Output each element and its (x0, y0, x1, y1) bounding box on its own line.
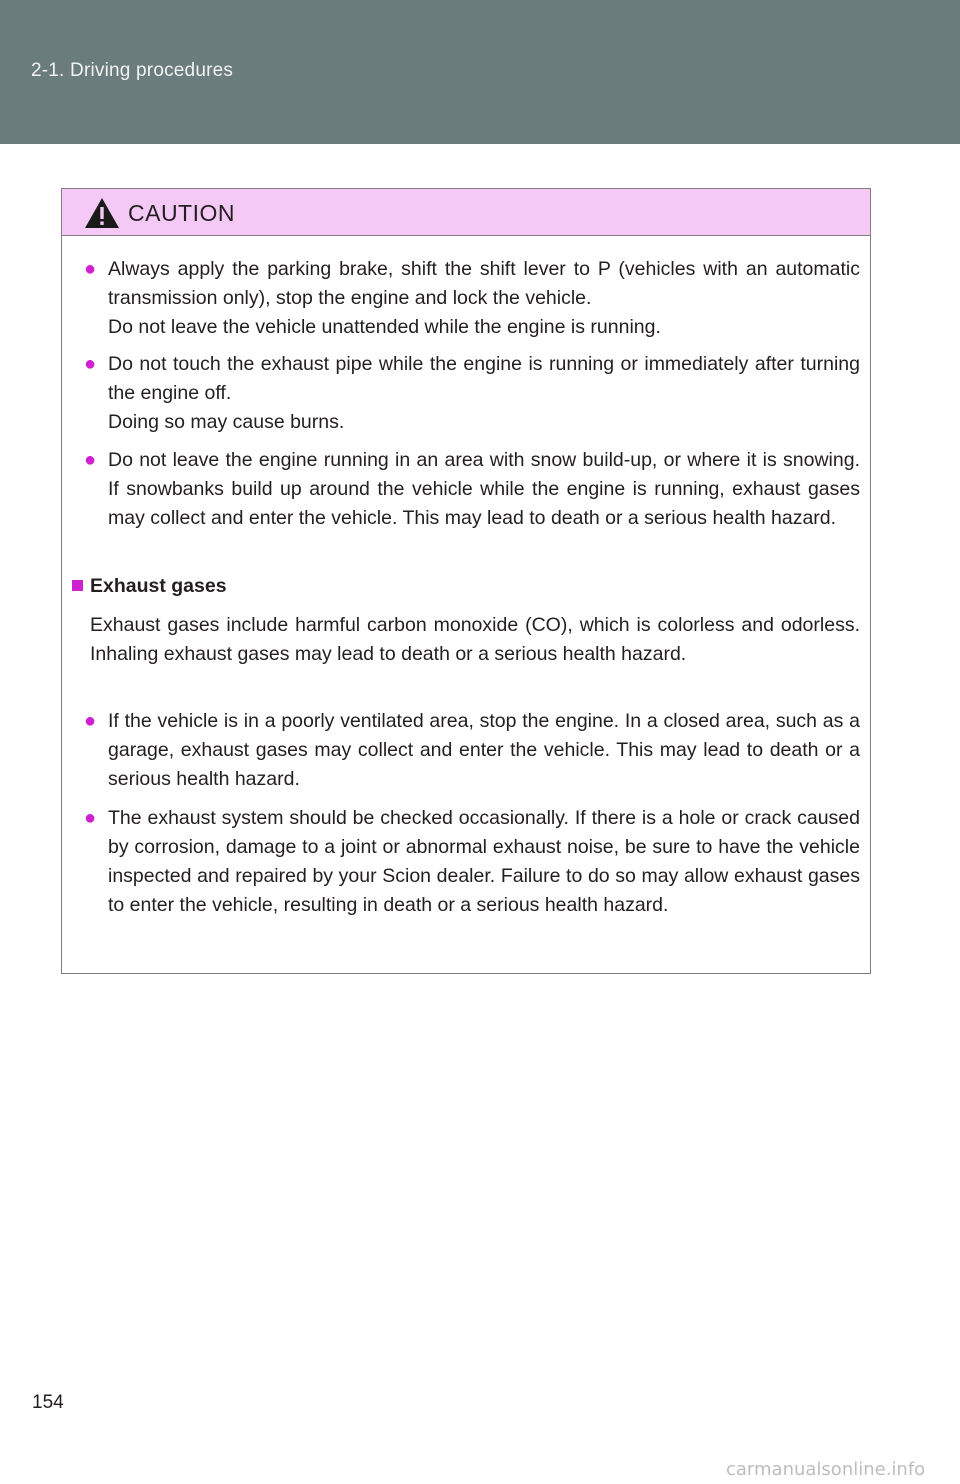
watermark: carmanualsonline.info (726, 1459, 926, 1480)
caution-title: CAUTION (128, 200, 235, 226)
bullet-item (84, 707, 860, 794)
bullet-item (84, 350, 860, 437)
bullet-text: If the vehicle is in a poorly ventilated area, stop the engine. In a closed area, such as a garage, exhaust gases may collect and enter the vehicle. This may lead to death or a serious health hazard. (108, 710, 860, 790)
bullet-item (84, 255, 860, 342)
bullet-dot-icon: ● (84, 807, 97, 829)
bullet-item (84, 446, 860, 533)
exhaust-heading (72, 572, 227, 601)
bullet-text: Do not touch the exhaust pipe while the engine is running or immediately after turning the engine off. (108, 353, 860, 404)
square-bullet-icon (72, 580, 83, 591)
warning-icon (84, 197, 120, 229)
bullet-item (84, 804, 860, 920)
bullet-text: Always apply the parking brake, shift the shift lever to P (vehicles with an automatic transmission only), stop the engine and lock the vehicle. (108, 258, 860, 309)
bullet-dot-icon: ● (84, 449, 97, 471)
bullet-text: Do not leave the engine running in an area with snow build-up, or where it is snowing. If snowbanks build up around the vehicle while the engine is running, exhaust gases may collect and enter the vehicle. This may lead to death or a serious health hazard. (108, 449, 860, 529)
bullet-text: Doing so may cause burns. (108, 411, 345, 433)
section-title: 2-1. Driving procedures (31, 60, 234, 81)
exhaust-heading-text: Exhaust gases (90, 575, 227, 597)
bullet-dot-icon: ● (84, 258, 97, 280)
caution-header (62, 189, 870, 236)
page-number: 154 (32, 1392, 64, 1413)
header-bar (0, 0, 960, 144)
caution-box (61, 188, 871, 974)
exhaust-paragraph: Exhaust gases include harmful carbon monoxide (CO), which is colorless and odorless. Inhaling exhaust gases may lead to death or a serious health hazard. (90, 614, 860, 665)
bullet-text: Do not leave the vehicle unattended while the engine is running. (108, 316, 661, 338)
bullet-dot-icon: ● (84, 710, 97, 732)
bullet-text: The exhaust system should be checked occasionally. If there is a hole or crack caused by corrosion, damage to a joint or abnormal exhaust noise, be sure to have the vehicle inspected and repaired by your Scion dealer. Failure to do so may allow exhaust gases to enter the vehicle, resulting in death or a serious health hazard. (108, 807, 860, 916)
bullet-dot-icon: ● (84, 353, 97, 375)
